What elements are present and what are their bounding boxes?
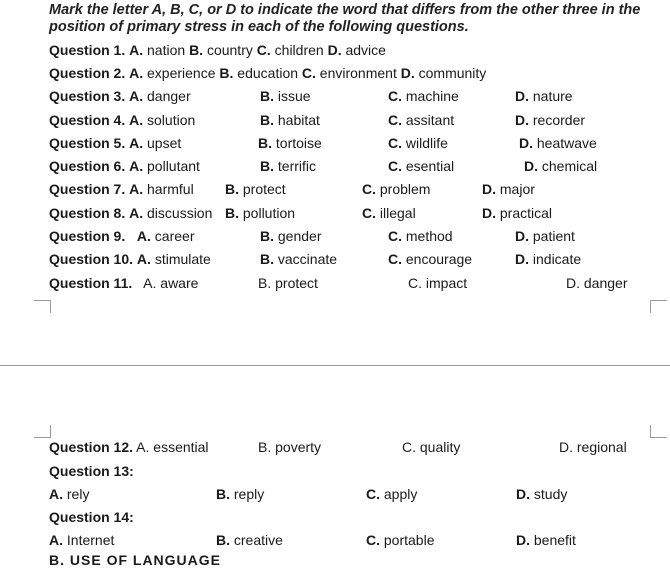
option-a: harmful xyxy=(147,181,194,197)
question-number: Question 7. xyxy=(49,181,126,197)
option-d: D. nature xyxy=(515,88,573,104)
question-number: Question 5. xyxy=(49,135,126,151)
question-number: Question 9. xyxy=(49,228,126,244)
section-heading-cutoff: B. USE OF LANGUAGE xyxy=(49,552,222,568)
question-row: Question 8. A. discussion B. pollution C. illegal D. practical xyxy=(49,205,553,221)
question-row: Question 1. A. nation B. country C. children D. advice xyxy=(49,42,386,58)
option-b: B. creative xyxy=(216,532,283,548)
option-c: C. illegal xyxy=(362,205,416,221)
option-c: C. impact xyxy=(408,275,468,291)
question-number: Question 6. xyxy=(49,158,126,174)
question-row xyxy=(0,530,670,550)
option-b: B. poverty xyxy=(258,439,322,455)
option-a: A. Internet xyxy=(49,532,115,548)
question-number: Question 8. xyxy=(49,205,126,221)
option-c: C. problem xyxy=(362,181,431,197)
option-c: C. apply xyxy=(366,486,418,502)
option-b: B. protect xyxy=(225,181,286,197)
question-row: Question 7. A. harmful B. protect C. problem D. major xyxy=(49,181,535,197)
option-a: essential xyxy=(153,439,209,455)
option-c: C. machine xyxy=(388,88,459,104)
crop-mark xyxy=(650,300,667,313)
question-row xyxy=(0,484,670,504)
option-b: B. gender xyxy=(260,228,322,244)
question-row: Question 5. A. upset B. tortoise C. wildlife D. heatwave xyxy=(49,135,597,151)
option-b: B. tortoise xyxy=(258,135,322,151)
option-b: B. protect xyxy=(258,275,318,291)
option-d: D. major xyxy=(482,181,535,197)
option-b: B. issue xyxy=(260,88,311,104)
option-d: advice xyxy=(345,42,386,58)
option-c: C. wildlife xyxy=(388,135,448,151)
instructions: Mark the letter A, B, C, or D to indicate the word that differs from the other three in the position of primary stress in each of the following questions. xyxy=(49,2,641,35)
option-d: D. danger xyxy=(566,275,628,291)
page-break-line xyxy=(0,365,670,366)
question-label-row xyxy=(0,507,670,527)
crop-mark xyxy=(34,300,51,313)
question-row: Question 6. A. pollutant B. terrific C. esential D. chemical xyxy=(49,158,598,174)
question-row: Question 10. A. stimulate B. vaccinate C. encourage D. indicate xyxy=(49,251,582,267)
option-b: B. reply xyxy=(216,486,265,502)
option-c: children xyxy=(274,42,324,58)
option-c: C. portable xyxy=(366,532,435,548)
option-a: career xyxy=(154,228,195,244)
question-row: Question 3. A. danger B. issue C. machine D. nature xyxy=(49,88,573,104)
option-c: C. quality xyxy=(402,439,461,455)
option-b: B. pollution xyxy=(225,205,296,221)
option-a: A. rely xyxy=(49,486,90,502)
question-row: Question 12. A. essential B. poverty C. quality D. regional xyxy=(49,439,627,455)
question-number: Question 10. xyxy=(49,251,134,267)
question-number: Question 2. xyxy=(49,65,126,81)
question-row: Question 4. A. solution B. habitat C. assitant D. recorder xyxy=(49,112,586,128)
option-a: pollutant xyxy=(147,158,200,174)
option-b: B. vaccinate xyxy=(260,251,338,267)
option-a: upset xyxy=(147,135,182,151)
question-number: Question 13: xyxy=(49,463,134,479)
option-c: C. esential xyxy=(388,158,455,174)
question-number: Question 14: xyxy=(49,509,134,525)
option-d: D. study xyxy=(516,486,568,502)
option-c: C. assitant xyxy=(388,112,455,128)
question-number: Question 11. xyxy=(49,275,133,291)
option-d: community xyxy=(418,65,487,81)
option-d: D. chemical xyxy=(524,158,598,174)
option-d: D. heatwave xyxy=(519,135,597,151)
option-d: D. regional xyxy=(559,439,627,455)
question-row: Question 9. A. career B. gender C. method D. patient xyxy=(49,228,575,244)
question-number: Question 12. xyxy=(49,439,134,455)
option-b: B. terrific xyxy=(260,158,317,174)
option-a: discussion xyxy=(147,205,213,221)
question-number: Question 4. xyxy=(49,112,126,128)
option-c: C. method xyxy=(388,228,453,244)
option-d: D. practical xyxy=(482,205,553,221)
option-b: B. habitat xyxy=(260,112,320,128)
question-number: Question 3. xyxy=(49,88,126,104)
option-b: education xyxy=(237,65,299,81)
option-c: environment xyxy=(319,65,397,81)
option-a: aware xyxy=(160,275,199,291)
question-row: Question 2. A. experience B. education C. environment D. community xyxy=(49,65,487,81)
option-a: experience xyxy=(147,65,216,81)
question-label-row xyxy=(0,461,670,481)
option-b: country xyxy=(206,42,253,58)
option-a: danger xyxy=(147,88,191,104)
option-a: stimulate xyxy=(154,251,211,267)
option-a: nation xyxy=(147,42,186,58)
question-row: Question 11. A. aware B. protect C. impact D. danger xyxy=(49,275,628,291)
option-c: C. encourage xyxy=(388,251,473,267)
option-d: D. benefit xyxy=(516,532,576,548)
option-d: D. recorder xyxy=(515,112,586,128)
option-a: solution xyxy=(147,112,196,128)
option-d: D. patient xyxy=(515,228,575,244)
question-number: Question 1. xyxy=(49,42,126,58)
option-d: D. indicate xyxy=(515,251,582,267)
